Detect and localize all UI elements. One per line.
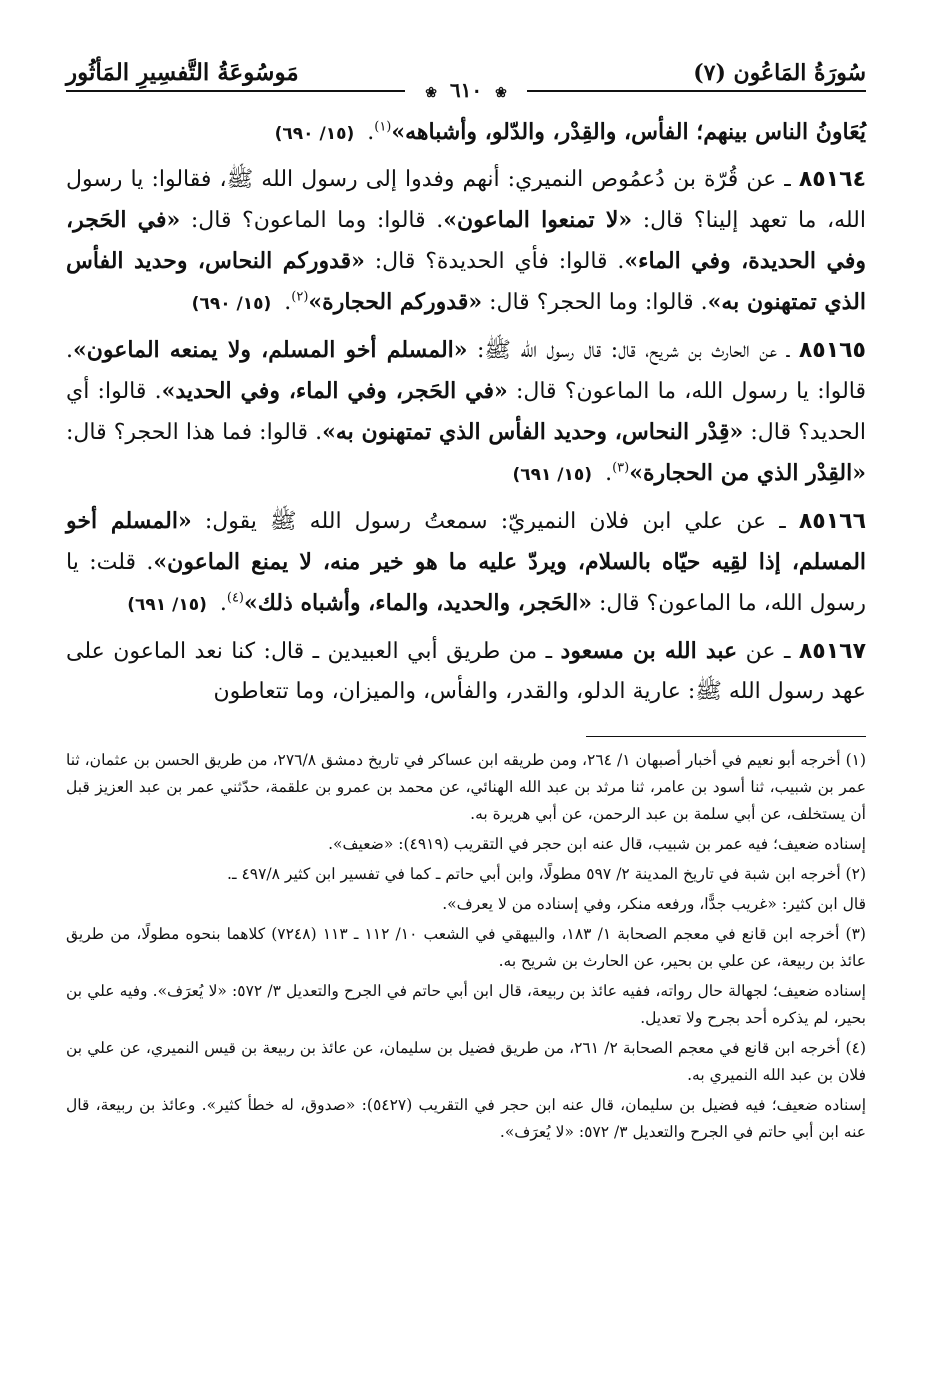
- footnote: قال ابن كثير: «غريب جدًّا، ورفعه منكر، وفي إسناده من لا يعرف».: [442, 895, 866, 913]
- narration-text: .: [212, 591, 227, 616]
- footnote: (١) أخرجه أبو نعيم في أخبار أصبهان ١/ ٢٦٤، ومن طريقه ابن عساكر في تاريخ دمشق ٢٧٦/٨، من طريق الحسن بن عثمان، ثنا عمر بن شبيب، ثنا أسود بن عامر، ثنا مرثد بن عبد الله الهنائي، عن محمد بن عمرو بن علقمة، حدّثني عمر بن عبد العزيز قبل أن يستخلف، عن أبي سلمة بن عبد الرحمن، عن أبي هريرة به.: [66, 751, 867, 823]
- volume-reference: (١٥/ ٦٩١): [512, 465, 593, 485]
- hadith-quote: «قدوركم النحاس، وحديد الفأس الذي تمتهنون به»: [66, 248, 866, 315]
- hadith-quote: عبد الله بن مسعود: [560, 638, 738, 664]
- narration-text: .: [277, 290, 292, 315]
- narration-text: ـ عن علي ابن فلان النميريّ: سمعتُ رسول الله ﷺ يقول:: [191, 509, 799, 534]
- volume-reference: (١٥/ ٦٩١): [127, 595, 207, 615]
- narration-text: . قالوا: وما الحجر؟ قال:: [482, 290, 708, 315]
- hadith-entry: [66, 112, 866, 154]
- page-number-block: [405, 78, 527, 105]
- narration-text: ـ من طريق أبي العبيدين ـ قال: كنا نعد الماعون على عهد رسول الله ﷺ: عارية الدلو، والقدر، والفأس، والميزان، وما تتعاطون: [66, 639, 866, 704]
- hadith-entry: [66, 501, 866, 625]
- footnote-separator: [586, 736, 866, 737]
- hadith-quote: «قِدْر النحاس، وحديد الفأس الذي تمتهنون به»: [322, 419, 744, 445]
- hadith-quote: «المسلم أخو المسلم، إذا لقِيه حيّاه بالسلام، ويردّ عليه ما هو خير منه، لا يمنع الماعون»: [66, 508, 867, 575]
- hadith-quote: «الحَجر، والحديد، والماء، وأشباه ذلك»: [244, 590, 592, 616]
- hadith-quote: «لا تمنعوا الماعون»: [443, 207, 633, 233]
- hadith-quote: «القِدْر الذي من الحجارة»: [629, 460, 866, 486]
- narration-text: . قالوا: وما الماعون؟ قال:: [180, 208, 444, 233]
- narration-text: . قالوا: فأي الحديدة؟ قال:: [364, 249, 625, 274]
- volume-reference: (١٥/ ٦٩٠): [274, 124, 355, 144]
- narration-text: . قالوا: فما هذا الحجر؟ قال:: [66, 420, 323, 445]
- narration-text: ـ عن قُرّة بن دُعمُوص النميري: أنهم وفدوا إلى رسول الله ﷺ، فقالوا: يا رسول الله، ما تعهد إلينا؟ قال:: [66, 167, 866, 233]
- entry-number: ٨٥١٦٥: [798, 338, 866, 363]
- volume-reference: (١٥/ ٦٩٠): [191, 294, 272, 314]
- book-title: مَوسُوعَةُ التَّفسِيرِ المَأثُور: [66, 59, 299, 86]
- main-text: [66, 112, 866, 712]
- footnote-marker: (٤): [226, 590, 244, 606]
- footnote: (٣) أخرجه ابن قانع في معجم الصحابة ١/ ١٨٣، والبيهقي في الشعب ١٠/ ١١٢ ـ ١١٣ (٧٢٤٨) كلاهما بنحوه مطولًا، من طريق عائذ بن ربيعة، عن علي بن بحير، عن الحارث بن شريح به.: [66, 925, 866, 970]
- hadith-quote: «قدوركم الحجارة»: [308, 289, 483, 315]
- narration-text: . قالوا: يا رسول الله، ما الماعون؟ قال:: [66, 338, 867, 404]
- hadith-entry: [66, 330, 866, 495]
- entry-number: ٨٥١٦٦: [798, 509, 866, 534]
- narration-text: ـ عن الحارث بن شريح، قال: قال رسول الله ﷺ:: [467, 338, 799, 363]
- hadith-quote: «في الحَجر، وفي الماء، وفي الحديد»: [161, 378, 508, 404]
- ornament-icon: ❀: [425, 85, 437, 101]
- entry-number: ٨٥١٦٧: [798, 639, 866, 664]
- footnote-marker: (١): [374, 119, 392, 135]
- hadith-entry: [66, 631, 866, 712]
- hadith-entry: [66, 160, 866, 324]
- hadith-quote: «المسلم أخو المسلم، ولا يمنعه الماعون»: [73, 337, 468, 363]
- narration-text: . قلت: يا رسول الله، ما الماعون؟ قال:: [66, 550, 866, 616]
- narration-text: .: [598, 461, 613, 486]
- hadith-quote: يُعَاونُ الناس بينهم؛ الفأس، والقِدْر، والدّلو، وأشباهه»: [391, 119, 866, 145]
- footnote-marker: (٢): [291, 289, 309, 305]
- narration-text: . قالوا: أي الحديد؟ قال:: [66, 379, 867, 445]
- hadith-quote: «في الحَجر، وفي الحديدة، وفي الماء»: [66, 207, 866, 274]
- footnote: إسناده ضعيف؛ فيه عمر بن شبيب، قال عنه ابن حجر في التقريب (٤٩١٩): «ضعيف».: [328, 835, 866, 853]
- book-page: [66, 42, 866, 1149]
- footnote: إسناده ضعيف؛ لجهالة حال رواته، ففيه عائذ بن ربيعة، قال ابن أبي حاتم في الجرح والتعديل ٣/ ٥٧٢: «لا يُعرَف». وفيه علي بن بحير، لم يذكره أحد بجرح ولا تعديل.: [66, 982, 866, 1027]
- narration-text: ـ عن: [737, 639, 799, 664]
- footnote: إسناده ضعيف؛ فيه فضيل بن سليمان، قال عنه ابن حجر في التقريب (٥٤٢٧): «صدوق، له خطأ كثير». وعائذ بن ربيعة، قال عنه ابن أبي حاتم في الجرح والتعديل ٣/ ٥٧٢: «لا يُعرَف».: [66, 1096, 866, 1141]
- surah-title: سُورَةُ المَاعُون (٧): [693, 60, 866, 86]
- ornament-icon: ❀: [495, 85, 507, 101]
- page-number: ٦١٠: [449, 78, 483, 102]
- footnote-marker: (٣): [612, 460, 630, 476]
- entry-number: ٨٥١٦٤: [798, 167, 866, 192]
- footnotes: [66, 747, 866, 1146]
- footnote: (٢) أخرجه ابن شبة في تاريخ المدينة ٢/ ٥٩٧ مطولًا، وابن أبي حاتم ـ كما في تفسير ابن كثير ٤٩٧/٨ ـ.: [227, 865, 866, 883]
- footnote: (٤) أخرجه ابن قانع في معجم الصحابة ٢/ ٢٦١، من طريق فضيل بن سليمان، عن عائذ بن ربيعة بن قيس النميري، عن علي بن فلان بن عبد الله النميري به.: [66, 1039, 866, 1084]
- header-rule: [66, 78, 866, 102]
- narration-text: .: [360, 120, 375, 145]
